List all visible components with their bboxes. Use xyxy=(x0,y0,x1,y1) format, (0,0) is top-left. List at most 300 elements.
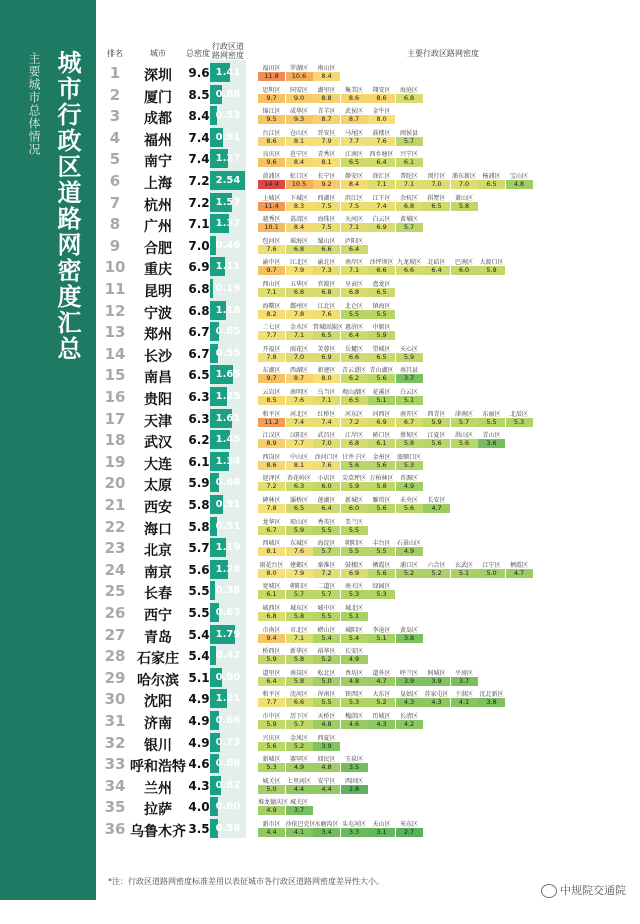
district-density: 6.6 xyxy=(341,353,368,362)
city-cell: 北京 xyxy=(144,543,172,560)
std-cell xyxy=(210,387,246,406)
district-cell xyxy=(341,537,368,558)
density-cell: 5.5 xyxy=(188,584,210,599)
district-name: 雨花台区 xyxy=(259,561,284,569)
district-name: 九龙坡区 xyxy=(396,259,421,267)
table-row xyxy=(100,624,630,646)
district-name: 栖霞区 xyxy=(372,561,391,569)
district-density: 7.0 xyxy=(423,180,450,189)
district-density: 7.9 xyxy=(313,137,340,146)
district-name: 沙依巴克区 xyxy=(285,821,316,828)
district-name: 长安区 xyxy=(344,648,363,656)
district-name: 天桥区 xyxy=(317,713,336,720)
district-name: 城中区 xyxy=(317,605,336,612)
district-name: 浑南区 xyxy=(317,691,336,699)
district-name: 历城区 xyxy=(372,713,391,720)
district-density: 7.7 xyxy=(341,137,368,146)
district-density: 7.6 xyxy=(286,396,313,405)
district-density: 10.5 xyxy=(286,180,313,189)
std-cell xyxy=(210,214,246,233)
district-name: 苏家屯区 xyxy=(424,691,449,699)
district-density: 8.6 xyxy=(258,461,285,470)
rank-cell: 26 xyxy=(104,604,126,622)
city-cell: 昆明 xyxy=(144,284,172,300)
district-name: 米东区 xyxy=(399,821,418,828)
district-cell xyxy=(258,84,285,105)
district-cell xyxy=(341,213,368,234)
district-density: 7.8 xyxy=(286,310,313,319)
district-cell xyxy=(341,624,368,645)
district-density: 4.7 xyxy=(368,677,395,686)
std-cell xyxy=(210,668,246,687)
district-name: 天山区 xyxy=(372,821,391,828)
density-cell: 5.7 xyxy=(188,541,210,556)
district-density: 5.6 xyxy=(423,439,450,448)
district-density: 6.5 xyxy=(478,180,505,189)
district-density: 3.8 xyxy=(478,698,505,707)
table-row xyxy=(100,192,630,214)
district-density: 5.5 xyxy=(341,547,368,556)
rank-cell: 21 xyxy=(104,496,126,514)
district-name: 丰台区 xyxy=(372,540,391,548)
district-name: 新城区 xyxy=(262,756,281,764)
district-name: 良庆区 xyxy=(262,151,281,159)
district-cell xyxy=(368,580,395,601)
district-name: 金凤区 xyxy=(289,734,308,742)
rank-cell: 34 xyxy=(104,776,126,795)
district-name: 青羊区 xyxy=(317,108,336,116)
district-name: 东城区 xyxy=(289,540,308,548)
district-cell xyxy=(258,602,285,623)
rank-cell: 30 xyxy=(104,690,126,709)
district-density: 9.5 xyxy=(258,115,285,124)
district-cell xyxy=(341,84,368,105)
district-name: 城阳区 xyxy=(344,626,363,634)
district-name: 松北区 xyxy=(317,669,336,677)
district-name: 瑶海区 xyxy=(289,237,308,245)
district-density: 4.9 xyxy=(396,547,423,556)
district-name: 天心区 xyxy=(399,345,418,353)
district-name: 江北区 xyxy=(289,259,308,267)
district-density: 5.7 xyxy=(286,720,313,729)
std-value: 1.37 xyxy=(215,218,241,230)
density-cell: 6.5 xyxy=(188,368,210,383)
density-cell: 7.0 xyxy=(188,238,210,253)
district-density: 8.4 xyxy=(286,223,313,232)
district-cell xyxy=(368,321,395,342)
district-cell xyxy=(396,537,423,558)
city-cell: 乌鲁木齐 xyxy=(130,824,186,840)
district-cell xyxy=(451,429,478,450)
district-density: 6.2 xyxy=(341,374,368,383)
district-density: 7.9 xyxy=(286,266,313,275)
rank-cell: 6 xyxy=(109,172,121,190)
district-cell xyxy=(423,192,450,213)
table-row xyxy=(100,710,630,732)
district-density: 5.9 xyxy=(258,655,285,664)
city-cell: 兰州 xyxy=(144,780,172,797)
district-density: 5.7 xyxy=(396,223,423,232)
district-name: 呼兰区 xyxy=(399,669,418,677)
district-name: 福田区 xyxy=(262,65,281,72)
district-name: 李沧区 xyxy=(372,626,391,634)
district-name: 栖霞区 xyxy=(509,561,528,569)
district-density: 5.3 xyxy=(341,698,368,707)
district-cell xyxy=(286,321,313,342)
district-cell xyxy=(258,775,285,796)
district-density: 7.8 xyxy=(258,353,285,362)
district-name: 南关区 xyxy=(344,583,363,591)
district-name: 西城区 xyxy=(262,540,281,548)
district-name: 大东区 xyxy=(372,691,391,699)
district-cell xyxy=(368,408,395,429)
std-value: 1.45 xyxy=(215,434,241,446)
district-name: 西固区 xyxy=(344,777,363,785)
district-cell xyxy=(478,559,505,580)
district-name: 雁塔区 xyxy=(372,497,391,504)
district-density: 7.4 xyxy=(368,202,395,211)
district-cell xyxy=(423,667,450,688)
district-name: 普陀区 xyxy=(399,173,418,180)
district-name: 芙蓉区 xyxy=(317,345,336,353)
district-cell xyxy=(368,429,395,450)
district-cell xyxy=(258,516,285,537)
district-density: 3.7 xyxy=(451,677,478,686)
std-cell xyxy=(210,473,246,492)
district-cell xyxy=(313,624,340,645)
district-density: 6.5 xyxy=(368,353,395,362)
city-cell: 长春 xyxy=(144,586,172,603)
std-cell xyxy=(210,495,246,514)
std-value: 0.65 xyxy=(215,326,241,338)
district-name: 汉阳区 xyxy=(289,432,308,440)
district-density: 7.5 xyxy=(313,223,340,232)
rank-cell: 13 xyxy=(104,323,126,342)
district-density: 7.1 xyxy=(341,223,368,232)
table-row xyxy=(100,796,630,818)
district-name: 观山湖区 xyxy=(341,389,366,396)
district-name: 花溪区 xyxy=(372,389,391,396)
district-name: 开福区 xyxy=(262,345,281,353)
district-cell xyxy=(313,559,340,580)
district-cell xyxy=(313,364,340,385)
district-cell xyxy=(258,667,285,688)
district-cell xyxy=(258,321,285,342)
district-density: 5.5 xyxy=(341,310,368,319)
density-cell: 7.2 xyxy=(188,174,210,188)
density-cell: 4.9 xyxy=(188,692,210,707)
district-cell xyxy=(286,170,313,191)
district-density: 5.8 xyxy=(396,439,423,448)
density-cell: 5.8 xyxy=(188,519,210,534)
density-cell: 5.8 xyxy=(188,498,210,512)
district-name: 道外区 xyxy=(372,669,391,677)
header-rank: 排名 xyxy=(107,49,123,58)
district-name: 沙坪坝区 xyxy=(369,259,394,267)
std-cell xyxy=(210,797,246,816)
district-density: 4.3 xyxy=(423,698,450,707)
district-cell xyxy=(423,494,450,515)
district-name: 马尾区 xyxy=(344,129,363,137)
district-name: 槐荫区 xyxy=(344,713,363,720)
district-density: 5.3 xyxy=(341,590,368,599)
density-cell: 9.6 xyxy=(188,66,210,80)
district-cell xyxy=(368,472,395,493)
district-density: 8.4 xyxy=(286,158,313,167)
district-cell xyxy=(258,256,285,277)
std-value: 1.79 xyxy=(215,628,241,640)
std-value: 1.11 xyxy=(215,261,241,273)
district-density: 7.6 xyxy=(313,310,340,319)
district-cell xyxy=(451,559,478,580)
district-name: 荔湾区 xyxy=(289,216,308,224)
district-cell xyxy=(313,645,340,666)
district-name: 甘井子区 xyxy=(341,453,366,461)
std-cell xyxy=(210,603,246,622)
district-name: 江岸区 xyxy=(344,432,363,440)
district-name: 邕宁区 xyxy=(289,151,308,159)
district-name: 同安区 xyxy=(289,86,308,94)
district-density: 11.8 xyxy=(258,72,285,81)
city-cell: 合肥 xyxy=(144,240,172,257)
district-name: 西湖区 xyxy=(317,194,336,202)
district-cell xyxy=(341,559,368,580)
header-std: 行政区道路网密度 xyxy=(212,42,244,60)
district-density: 5.7 xyxy=(313,590,340,599)
district-name: 浦口区 xyxy=(399,561,418,569)
district-name: 二道区 xyxy=(317,583,336,591)
district-density: 5.2 xyxy=(286,742,313,751)
district-density: 5.9 xyxy=(396,353,423,362)
std-cell xyxy=(210,733,246,752)
district-density: 6.6 xyxy=(396,266,423,275)
district-density: 5.5 xyxy=(341,526,368,535)
district-density: 5.1 xyxy=(396,396,423,405)
district-name: 灞桥区 xyxy=(289,497,308,504)
district-density: 7.2 xyxy=(258,482,285,491)
table-row xyxy=(100,386,630,408)
district-name: 静安区 xyxy=(344,173,363,180)
district-density: 5.5 xyxy=(313,612,340,621)
city-cell: 深圳 xyxy=(144,68,172,84)
district-name: 朝阳区 xyxy=(289,583,308,591)
district-density: 6.9 xyxy=(368,223,395,232)
district-name: 城北区 xyxy=(344,605,363,612)
district-density: 9.7 xyxy=(258,374,285,383)
rank-cell: 32 xyxy=(104,733,126,752)
district-name: 兴宁区 xyxy=(399,151,418,159)
district-cell xyxy=(341,451,368,472)
district-cell xyxy=(396,213,423,234)
district-cell xyxy=(341,192,368,213)
district-name: 赛罕区 xyxy=(289,756,308,764)
district-name: 中山区 xyxy=(289,453,308,461)
district-density: 7.4 xyxy=(286,418,313,427)
city-cell: 哈尔滨 xyxy=(137,672,179,689)
district-name: 历下区 xyxy=(289,713,308,720)
district-density: 7.1 xyxy=(286,634,313,643)
city-cell: 海口 xyxy=(144,521,172,538)
district-density: 7.6 xyxy=(286,547,313,556)
std-value: 1.18 xyxy=(215,304,241,316)
district-cell xyxy=(368,343,395,364)
district-density: 4.3 xyxy=(396,698,423,707)
district-density: 8.1 xyxy=(258,547,285,556)
rank-cell: 22 xyxy=(104,517,126,536)
table-row xyxy=(100,148,630,170)
district-name: 集美区 xyxy=(344,86,363,94)
district-cell xyxy=(286,386,313,407)
district-cell xyxy=(286,602,313,623)
std-cell xyxy=(210,149,246,168)
district-cell xyxy=(368,624,395,645)
std-value: 0.55 xyxy=(215,347,241,359)
district-cell xyxy=(341,645,368,666)
district-density: 5.8 xyxy=(451,202,478,211)
district-cell xyxy=(368,127,395,148)
district-cell xyxy=(258,472,285,493)
district-cell xyxy=(341,667,368,688)
district-name: 渝北区 xyxy=(317,259,336,267)
district-density: 9.3 xyxy=(286,115,313,124)
rank-cell: 3 xyxy=(109,107,121,126)
district-name: 鄞州区 xyxy=(289,302,308,310)
district-density: 5.7 xyxy=(451,418,478,427)
district-cell xyxy=(286,105,313,126)
std-cell xyxy=(210,646,246,665)
district-density: 7.1 xyxy=(341,266,368,275)
district-cell xyxy=(368,192,395,213)
district-cell xyxy=(286,494,313,515)
district-density: 5.5 xyxy=(368,310,395,319)
table-row xyxy=(100,775,630,797)
district-name: 翔安区 xyxy=(372,86,391,94)
rank-cell: 33 xyxy=(104,755,126,774)
district-cell xyxy=(313,170,340,191)
district-cell xyxy=(286,559,313,580)
district-name: 海沧区 xyxy=(399,86,418,94)
district-name: 镇海区 xyxy=(372,302,391,310)
table-row xyxy=(100,559,630,581)
std-value: 0.88 xyxy=(215,88,241,100)
std-value: 0.73 xyxy=(215,736,241,748)
district-cell xyxy=(423,256,450,277)
district-name: 南明区 xyxy=(289,389,308,396)
district-density: 8.6 xyxy=(341,94,368,103)
district-density: 5.7 xyxy=(286,590,313,599)
district-density: 5.8 xyxy=(286,612,313,621)
district-name: 南昌县 xyxy=(399,367,418,375)
district-cell xyxy=(341,710,368,731)
district-name: 武昌区 xyxy=(317,432,336,440)
district-cell xyxy=(368,667,395,688)
table-row xyxy=(100,213,630,235)
district-density: 5.5 xyxy=(478,418,505,427)
city-cell: 沈阳 xyxy=(144,694,172,711)
district-density: 7.7 xyxy=(286,439,313,448)
district-density: 7.2 xyxy=(313,569,340,578)
std-cell xyxy=(210,711,246,730)
district-name: 市南区 xyxy=(262,626,281,634)
district-cell xyxy=(286,580,313,601)
table-row xyxy=(100,494,630,516)
district-cell xyxy=(258,235,285,256)
district-cell xyxy=(368,170,395,191)
std-cell xyxy=(210,409,246,428)
district-cell xyxy=(258,192,285,213)
table-row xyxy=(100,256,630,278)
district-cell xyxy=(341,278,368,299)
density-cell: 3.5 xyxy=(188,822,210,836)
district-density: 14.4 xyxy=(258,180,285,189)
district-cell xyxy=(396,494,423,515)
district-cell xyxy=(396,472,423,493)
district-density: 5.6 xyxy=(258,742,285,751)
district-name: 七里河区 xyxy=(286,777,311,785)
district-name: 二七区 xyxy=(262,324,281,332)
district-density: 8.5 xyxy=(258,396,285,405)
district-name: 包河区 xyxy=(262,237,281,245)
district-name: 青云谱区 xyxy=(341,367,366,375)
district-density: 9.7 xyxy=(258,266,285,275)
rank-cell: 5 xyxy=(109,150,121,169)
district-cell xyxy=(286,148,313,169)
district-cell xyxy=(341,494,368,515)
rank-cell: 8 xyxy=(109,215,121,234)
rank-cell: 27 xyxy=(104,625,126,644)
rank-cell: 11 xyxy=(104,280,126,298)
district-name: 硚口区 xyxy=(372,432,391,440)
district-name: 台江区 xyxy=(262,129,281,137)
district-name: 尖草坪区 xyxy=(341,475,366,483)
district-density: 5.9 xyxy=(286,526,313,535)
district-density: 6.4 xyxy=(341,331,368,340)
district-density: 8.4 xyxy=(313,72,340,81)
district-density: 7.1 xyxy=(313,396,340,405)
district-density: 3.9 xyxy=(396,677,423,686)
district-density: 5.6 xyxy=(368,504,395,513)
district-cell xyxy=(341,602,368,623)
district-name: 安宁区 xyxy=(317,777,336,785)
std-cell xyxy=(210,193,246,212)
district-density: 8.4 xyxy=(341,180,368,189)
std-value: 0.68 xyxy=(215,477,241,489)
district-density: 4.8 xyxy=(313,763,340,772)
district-density: 10.6 xyxy=(286,72,313,81)
district-density: 5.8 xyxy=(368,482,395,491)
district-name: 思明区 xyxy=(262,86,281,94)
std-value: 1.34 xyxy=(215,455,241,467)
district-density: 9.0 xyxy=(286,94,313,103)
district-density: 6.0 xyxy=(341,504,368,513)
district-name: 余杭区 xyxy=(399,194,418,202)
rank-cell: 18 xyxy=(104,431,126,450)
district-cell xyxy=(258,494,285,515)
district-name: 铁西区 xyxy=(344,691,363,699)
district-cell xyxy=(396,710,423,731)
std-value: 0.58 xyxy=(215,823,241,834)
district-name: 黄岛区 xyxy=(399,626,418,634)
district-density: 6.1 xyxy=(258,590,285,599)
district-cell xyxy=(258,624,285,645)
table-row xyxy=(100,645,630,667)
district-cell xyxy=(313,494,340,515)
city-cell: 福州 xyxy=(144,132,172,149)
district-cell xyxy=(368,559,395,580)
district-density: 6.1 xyxy=(368,439,395,448)
district-name: 金牛区 xyxy=(372,108,391,116)
std-value: 0.19 xyxy=(215,283,241,294)
